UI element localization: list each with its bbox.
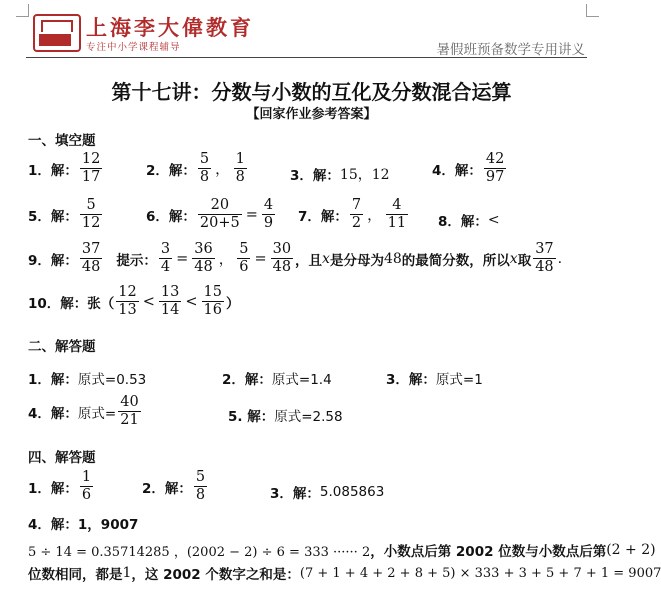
doc-series-title: 暑假班预备数学专用讲义	[436, 42, 585, 58]
answer-q7: 7．解： $\frac{7}{2}$ ， $\frac{4}{11}$	[298, 197, 407, 232]
fraction: $\frac{37}{48}$	[535, 241, 554, 276]
fraction: $\frac{20}{20+5}$	[199, 197, 240, 232]
section-heading-fill-in: 一、填空题	[28, 133, 96, 149]
answer-q1: 1．解： $\frac{12}{17}$	[28, 151, 101, 186]
answer-q2: 2．解： $\frac{5}{8}$ ， $\frac{1}{8}$	[146, 151, 245, 186]
page-corner-mark	[586, 4, 599, 17]
brand-logo-icon	[33, 14, 81, 52]
hint-label: 提示：	[116, 252, 157, 269]
fraction: $\frac{36}{48}$	[194, 241, 213, 276]
answer-q8: 8．解： <	[438, 212, 500, 230]
fraction: $\frac{12}{17}$	[81, 151, 101, 186]
fraction: $\frac{37}{48}$	[81, 241, 101, 276]
answer-part4-q1: 1．解： $\frac{1}{6}$	[28, 469, 92, 504]
fraction: $\frac{4}{11}$	[387, 197, 407, 232]
answer-part2-q3: 3．解： 原式=1	[386, 372, 483, 388]
fraction: $\frac{5}{12}$	[81, 197, 101, 232]
fraction: $\frac{40}{21}$	[120, 394, 139, 429]
fraction: $\frac{5}{8}$	[195, 469, 206, 504]
page-subtitle: 【回家作业参考答案】	[246, 107, 377, 122]
answer-part4-q2: 2．解： $\frac{5}{8}$	[142, 469, 206, 504]
fraction: $\frac{1}{8}$	[235, 151, 245, 186]
page-corner-mark	[16, 4, 29, 17]
fraction: $\frac{13}{14}$	[160, 284, 180, 319]
answer-q10: 10．解： 张（ $\frac{12}{13}$ < $\frac{13}{14}$ < $\frac{15}{16}$ ）	[28, 284, 240, 319]
page-title: 第十七讲：分数与小数的互化及分数混合运算	[111, 80, 512, 104]
answer-q5: 5．解： $\frac{5}{12}$	[28, 197, 101, 232]
answer-part4-q3: 3．解： 5.085863	[270, 484, 385, 502]
answer-part2-q5: 5. 解： 原式=2.58	[228, 409, 343, 425]
answer-part2-q2: 2．解： 原式=1.4	[222, 372, 332, 388]
explanation-line-1: 5 ÷ 14 = 0.35714285̇ ，(2002 − 2) ÷ 6 = 333 ······ 2 ，小数点后第 2002 位数与小数点后第 (2 + 2)	[28, 542, 656, 560]
fraction: $\frac{7}{2}$	[351, 197, 362, 232]
answer-q4: 4．解： $\frac{42}{97}$	[432, 151, 505, 186]
answer-q9: 9．解： $\frac{37}{48}$ 提示： $\frac{3}{4}$ = $\frac{36}{48}$ ， $\frac{5}{6}$ = $\frac{30}{48}$ ，且 x 是分母为 48 的最简分数，所以 x 取 $\frac{37}{48}$ .	[28, 241, 563, 276]
answer-q3: 3．解： 15，12	[290, 167, 390, 184]
brand-slogan: 专注中小学课程辅导	[86, 42, 181, 53]
fraction: $\frac{42}{97}$	[485, 151, 505, 186]
fraction: $\frac{3}{4}$	[160, 241, 171, 276]
header-divider	[26, 57, 587, 58]
answer-part4-q4: 4．解： 1，9007	[28, 517, 139, 533]
fraction: $\frac{15}{16}$	[203, 284, 222, 319]
fraction: $\frac{12}{13}$	[118, 284, 137, 319]
fraction: $\frac{30}{48}$	[272, 241, 292, 276]
fraction: $\frac{4}{9}$	[263, 197, 274, 232]
answer-part2-q4: 4．解： 原式= $\frac{40}{21}$	[28, 394, 139, 429]
fraction: $\frac{5}{8}$	[199, 151, 210, 186]
answer-part2-q1: 1．解： 原式=0.53	[28, 372, 147, 388]
section-heading-solve-4: 四、解答题	[28, 450, 96, 466]
fraction: $\frac{5}{6}$	[239, 241, 249, 276]
answer-q6: 6．解： $\frac{20}{20+5}$ = $\frac{4}{9}$	[146, 197, 274, 232]
fraction: $\frac{1}{6}$	[81, 469, 92, 504]
explanation-line-2: 位数相同，都是 1 ，这 2002 个数字之和是： (7 + 1 + 4 + 2 + 8 + 5) × 333 + 3 + 5 + 7 + 1 = 9007	[28, 565, 661, 583]
brand-name: 上海李大偉教育	[86, 15, 254, 40]
section-heading-solve: 二、解答题	[28, 339, 96, 355]
